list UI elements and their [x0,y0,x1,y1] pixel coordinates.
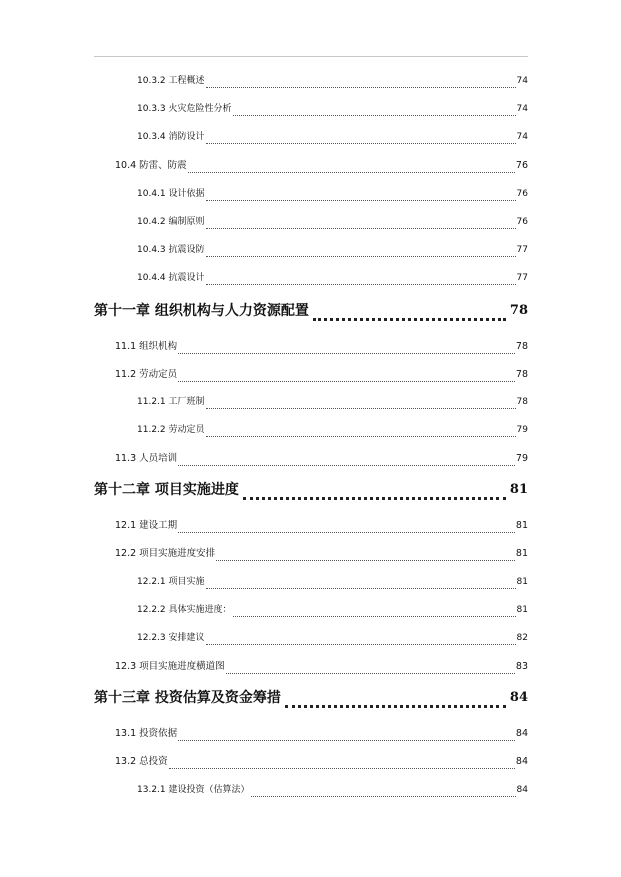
toc-entry-page: 78 [515,341,528,352]
toc-entry-page: 81 [515,520,528,531]
toc-entry-label: 11.2.1 工厂班制 [137,397,205,407]
toc-chapter-page: 81 [509,482,528,497]
dot-leader [251,787,516,797]
toc-entry-page: 74 [516,76,528,86]
toc-entry-label: 10.3.4 消防设计 [137,132,205,142]
dot-leader [285,693,506,708]
toc-entry-12-2[interactable] [115,547,528,561]
dot-leader [206,78,516,88]
toc-entry-12-3[interactable] [115,660,528,674]
toc-entry-page: 77 [516,273,528,283]
dot-leader [206,427,516,437]
dot-leader [206,191,516,201]
toc-entry-12-2-3[interactable] [137,632,528,645]
toc-entry-label: 13.2 总投资 [115,756,168,767]
toc-entry-label: 10.4.1 设计依据 [137,189,205,199]
toc-entry-11-2-1[interactable] [137,396,528,409]
toc-entry-page: 84 [515,728,528,739]
toc-entry-label: 10.4.4 抗震设计 [137,273,205,283]
toc-entry-10-3-3[interactable] [137,103,528,116]
header-rule [94,56,528,57]
toc-entry-page: 79 [515,453,528,464]
dot-leader [178,343,515,354]
toc-entry-13-2[interactable] [115,755,528,769]
toc-entry-label: 12.2.2 具体实施进度： [137,605,232,615]
toc-entry-label: 12.2 项目实施进度安排 [115,548,216,559]
toc-entry-label: 11.1 组织机构 [115,341,178,352]
toc-entry-10-4[interactable] [115,159,528,173]
dot-leader [206,275,516,285]
toc-entry-11-2-2[interactable] [137,424,528,437]
dot-leader [178,730,515,741]
dot-leader [206,399,516,409]
toc-entry-label: 12.2.3 安排建议 [137,633,205,643]
toc-entry-12-1[interactable] [115,519,528,533]
toc-entry-10-3-4[interactable] [137,131,528,144]
toc-chapter-label: 第十二章 项目实施进度 [94,482,239,498]
dot-leader [313,306,506,321]
dot-leader [233,607,516,617]
toc-entry-11-3[interactable] [115,452,528,466]
toc-entry-page: 77 [516,245,528,255]
toc-entry-page: 78 [515,369,528,380]
toc-entry-label: 11.2 劳动定员 [115,369,178,380]
dot-leader [206,134,516,144]
dot-leader [178,455,515,466]
dot-leader [169,758,515,769]
toc-entry-10-4-3[interactable] [137,244,528,257]
toc-entry-page: 76 [516,189,528,199]
toc-entry-page: 83 [515,661,528,672]
toc-entry-page: 84 [516,785,528,795]
toc-entry-page: 81 [516,577,528,587]
toc-entry-page: 76 [515,160,528,171]
toc-entry-label: 10.4 防雷、防震 [115,160,187,171]
toc-entry-page: 82 [516,633,528,643]
dot-leader [206,635,516,645]
dot-leader [206,219,516,229]
toc-entry-label: 10.4.3 抗震设防 [137,245,205,255]
toc-entry-10-4-2[interactable] [137,216,528,229]
toc-chapter-page: 84 [509,690,528,705]
toc-chapter-label: 第十一章 组织机构与人力资源配置 [94,303,309,319]
toc-entry-label: 10.4.2 编制原则 [137,217,205,227]
toc-entry-13-1[interactable] [115,727,528,741]
toc-chapter-13[interactable] [94,688,528,708]
dot-leader [216,550,515,561]
toc-chapter-page: 78 [509,303,528,318]
toc-entry-10-4-1[interactable] [137,188,528,201]
toc-entry-page: 84 [515,756,528,767]
dot-leader [206,247,516,257]
toc-entry-page: 74 [516,104,528,114]
toc-entry-13-2-1[interactable] [137,784,528,797]
dot-leader [233,106,516,116]
toc-entry-label: 13.2.1 建设投资（估算法） [137,785,250,795]
toc-entry-label: 12.2.1 项目实施 [137,577,205,587]
toc-entry-label: 13.1 投资依据 [115,728,178,739]
toc-entry-12-2-1[interactable] [137,576,528,589]
toc-entry-11-2[interactable] [115,368,528,382]
toc-entry-page: 79 [516,425,528,435]
toc-entry-label: 10.3.3 火灾危险性分析 [137,104,232,114]
toc-entry-11-1[interactable] [115,340,528,354]
toc-entry-label: 10.3.2 工程概述 [137,76,205,86]
toc-entry-label: 12.1 建设工期 [115,520,178,531]
toc-entry-page: 76 [516,217,528,227]
toc-entry-page: 81 [515,548,528,559]
dot-leader [188,162,515,173]
toc-entry-12-2-2[interactable] [137,604,528,617]
dot-leader [243,485,506,500]
dot-leader [178,371,515,382]
toc-entry-label: 12.3 项目实施进度横道图 [115,661,225,672]
dot-leader [226,663,515,674]
dot-leader [178,522,515,533]
toc-chapter-12[interactable] [94,480,528,500]
toc-chapter-label: 第十三章 投资估算及资金筹措 [94,690,281,706]
toc-chapter-11[interactable] [94,301,528,321]
dot-leader [206,579,516,589]
toc-entry-page: 74 [516,132,528,142]
toc-entry-10-3-2[interactable] [137,75,528,88]
toc-entry-page: 78 [516,397,528,407]
toc-entry-page: 81 [516,605,528,615]
toc-entry-10-4-4[interactable] [137,272,528,285]
toc-entry-label: 11.2.2 劳动定员 [137,425,205,435]
toc-entry-label: 11.3 人员培训 [115,453,178,464]
